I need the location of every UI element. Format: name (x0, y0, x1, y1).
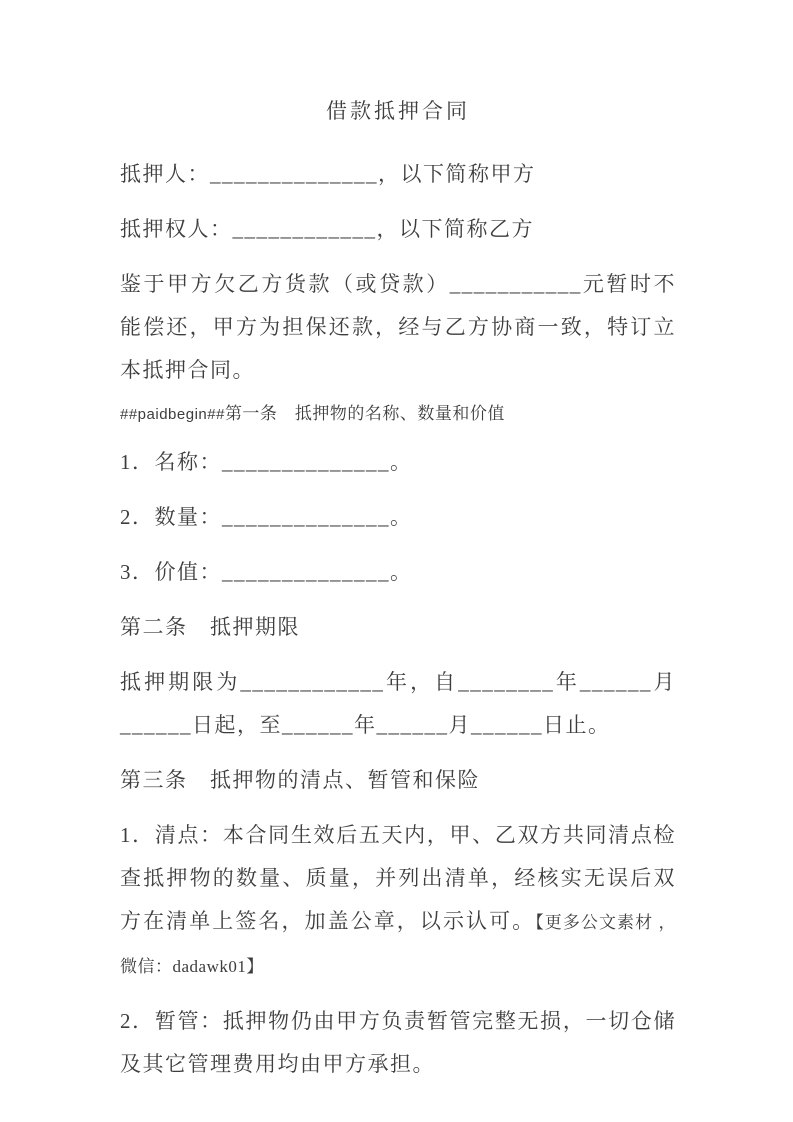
document-title: 借款抵押合同 (326, 99, 470, 123)
clause3-item-custody: 2．暂管：抵押物仍由甲方负责暂管完整无损，一切仓储及其它管理费用均由甲方承担。 (120, 1009, 676, 1076)
paragraph-preamble: 鉴于甲方欠乙方货款（或贷款）___________元暂时不能偿还，甲方为担保还款，经与乙方协商一致，特订立本抵押合同。 (120, 272, 676, 382)
clause1-heading-text: 第一条 抵押物的名称、数量和价值 (224, 404, 505, 423)
paragraph-clause1-heading (120, 400, 676, 429)
clause3-item-inventory (120, 814, 676, 988)
clause3-item-inventory-text: 1．清点：本合同生效后五天内，甲、乙双方共同清点检查抵押物的数量、质量，并列出清单，经核实无误后双方在清单上签名，加盖公章，以示认可。 (120, 823, 676, 933)
clause2-heading: 第二条 抵押期限 (120, 615, 300, 639)
clause2-body: 抵押期限为____________年，自________年______月______日起，至______年______月______日止。 (120, 670, 676, 737)
clause3-heading: 第三条 抵押物的清点、暂管和保险 (120, 768, 480, 792)
paid-begin-marker: ##paidbegin## (120, 406, 225, 423)
clause1-item-name: 1．名称：______________。 (120, 450, 413, 474)
clause1-item-quantity: 2．数量：______________。 (120, 505, 413, 529)
paragraph-mortgagor: 抵押人：______________，以下简称甲方 (120, 162, 536, 186)
promo-watermark: 【更多公文素材 ，微信：dadawk01】 (120, 913, 677, 976)
clause1-item-value: 3．价值：______________。 (120, 560, 413, 584)
paragraph-mortgagee: 抵押权人：____________，以下简称乙方 (120, 217, 534, 241)
